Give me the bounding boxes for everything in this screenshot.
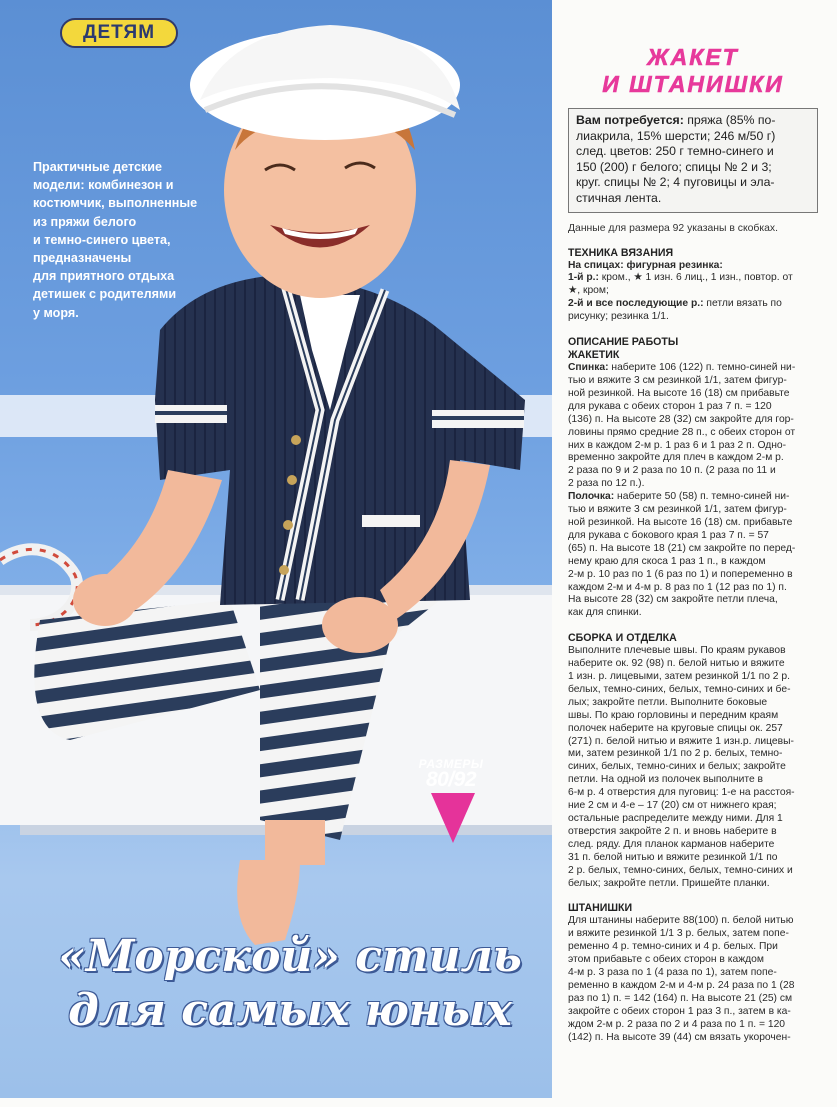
pants-line: ременно 4 р. темно-синих и 4 р. белых. При	[568, 941, 778, 953]
pants-line: закройте с обеих сторон 1 раз 3 п., затем в ка-	[568, 1005, 791, 1017]
technique-line	[568, 272, 818, 285]
size-note: Данные для размера 92 указаны в скобках.	[568, 222, 778, 234]
work-line: для рукава с бокового края 1 раз 7 п. = 57	[568, 529, 769, 541]
assembly-line: полочек наберите на круговые спицы ок. 257	[568, 722, 783, 734]
assembly-line: лых; закройте петли. Выполните боковые	[568, 696, 768, 708]
intro-line: из пряжи белого	[33, 214, 137, 229]
assembly-line: ние 2 см и 4-е – 17 (20) см от нижнего края;	[568, 800, 777, 812]
intro-line: детишек с родителями	[33, 287, 177, 302]
materials-text: пряжа (85% по-	[683, 113, 776, 127]
work-line: На высоте 28 (32) см закройте петли плеча,	[568, 594, 778, 606]
row2-text: петли вязать по	[703, 298, 782, 310]
technique-sub-label: На спицах: фигурная резинка:	[568, 259, 723, 271]
assembly-line: (271) п. белой нитью и вяжите 1 изн.р. лицевы-	[568, 735, 794, 747]
assembly-line: швы. По краю горловины и передним краям	[568, 709, 779, 721]
work-line: 2 раза по 9 и 2 раза по 10 п. (2 раза по 11 и	[568, 465, 776, 477]
assembly-line: белых; закройте петли. Пришейте планки.	[568, 877, 770, 889]
materials-line: круг. спицы № 2; 4 пуговицы и эла-	[576, 175, 775, 190]
work-text	[568, 362, 818, 620]
work-line: для рукава с обеих сторон 1 раз 7 п. = 120	[568, 400, 772, 412]
intro-line: костюмчик, выполненные	[33, 196, 198, 211]
assembly-line: ми, затем резинкой 1/1 по 2 р. белых, темно-	[568, 748, 783, 760]
intro-text	[33, 158, 233, 322]
technique-heading: ТЕХНИКА ВЯЗАНИЯ	[568, 246, 674, 259]
sizes-marker	[406, 757, 494, 843]
intro-line: и темно-синего цвета,	[33, 232, 171, 247]
assembly-text	[568, 645, 818, 890]
pink-triangle-icon	[431, 793, 475, 843]
pants-text	[568, 915, 818, 1044]
title-line-1: ЖАКЕТ	[647, 44, 739, 70]
pants-line: ременно в каждом 2-м и 4-м р. 24 раза по 1 (28	[568, 979, 795, 991]
pants-line: этом прибавьте с обеих сторон в каждом	[568, 954, 764, 966]
materials-line	[576, 113, 811, 129]
pants-line: (142) п. На высоте 39 (44) см вязать укорочен-	[568, 1031, 791, 1043]
headline-line-1: «Морской» стиль	[58, 931, 522, 982]
work-line: ной резинкой. На высоте 16 (18) см. прибавьте	[568, 516, 793, 528]
assembly-line: отверстия закройте 2 п. и вновь наберите в	[568, 825, 777, 837]
assembly-line: белых, темно-синих, белых, темно-синих и бе-	[568, 683, 791, 695]
headline	[40, 930, 540, 1038]
work-subheading: ЖАКЕТИК	[568, 349, 620, 362]
assembly-heading: СБОРКА И ОТДЕЛКА	[568, 632, 677, 645]
back-text: наберите 106 (122) п. темно-синей ни-	[608, 362, 796, 374]
work-line	[568, 491, 818, 504]
pants-heading: ШТАНИШКИ	[568, 902, 633, 915]
intro-line: Практичные детские	[33, 160, 163, 174]
technique-sub	[568, 260, 818, 273]
pattern-title	[568, 44, 818, 98]
materials-box	[568, 108, 818, 213]
work-line: тью и вяжите 3 см резинкой 1/1, затем фигур-	[568, 504, 787, 516]
work-line: временно закройте для плеч в каждом 2-м р.	[568, 452, 784, 464]
front-text: наберите 50 (58) п. темно-синей ни-	[614, 491, 790, 503]
intro-line: предназначены	[33, 251, 132, 266]
pants-line: Для штанины наберите 88(100) п. белой нитью	[568, 915, 794, 927]
work-line: нему краю для скоса 1 раз 1 п., в каждом	[568, 555, 766, 567]
intro-line: у моря.	[33, 305, 79, 320]
assembly-line: 1 изн. р. лицевыми, затем резинкой 1/1 по 2 р.	[568, 671, 790, 683]
assembly-line: 31 п. белой нитью и вяжите резинкой 1/1 по	[568, 851, 778, 863]
work-line: них в каждом 2-м р. 1 раз 6 и 1 раз 2 п. Одно-	[568, 439, 787, 451]
technique-text	[568, 260, 818, 325]
assembly-line: Выполните плечевые швы. По краям рукавов	[568, 645, 786, 657]
pants-line: раз по 1) п. = 142 (164) п. На высоте 21 (25) см	[568, 992, 793, 1004]
technique-line	[568, 298, 818, 311]
sizes-value: 80/92	[425, 768, 477, 791]
materials-lead: Вам потребуется:	[576, 113, 684, 127]
work-line: (65) п. На высоте 18 (21) см закройте по перед-	[568, 542, 796, 554]
row1-text: кром., ★ 1 изн. 6 лиц., 1 изн., повтор. от	[598, 272, 793, 284]
row1-lead: 1-й р.:	[568, 272, 599, 284]
technique-line: рисунку; резинка 1/1.	[568, 311, 669, 323]
intro-line: модели: комбинезон и	[33, 178, 174, 193]
assembly-line: наберите ок. 92 (98) п. белой нитью и вяжите	[568, 658, 785, 670]
work-line: 2 раза по 12 п.).	[568, 478, 645, 490]
front-lead: Полочка:	[568, 491, 615, 503]
work-heading	[568, 336, 818, 362]
title-line-2: И ШТАНИШКИ	[602, 71, 784, 97]
pants-line: ждом 2-м р. 2 раза по 2 и 4 раза по 1 п. = 120	[568, 1018, 786, 1030]
work-line: тью и вяжите 3 см резинкой 1/1, затем фигур-	[568, 375, 787, 386]
assembly-line: след. ряду. Для планок карманов наберите	[568, 838, 775, 850]
section-badge: ДЕТЯМ	[60, 18, 178, 48]
back-lead: Спинка:	[568, 362, 609, 374]
assembly-line: синих, белых, темно-синих и белых; закройте	[568, 761, 786, 773]
assembly-line: петли. На одной из полочек выполните в	[568, 774, 764, 786]
work-line: каждом 2-м и 4-м р. 8 раз по 1 (12 раз по 1) п.	[568, 581, 787, 593]
work-line: как для спинки.	[568, 607, 642, 619]
work-line: 2-м р. 10 раз по 1 (6 раз по 1) и попеременно в	[568, 568, 793, 580]
work-line	[568, 362, 818, 375]
materials-line: след. цветов: 250 г темно-синего и	[576, 144, 774, 159]
pants-line: и вяжите резинкой 1/1 3 р. белых, затем попе-	[568, 928, 789, 940]
intro-line: для приятного отдыха	[33, 269, 175, 284]
pants-line: 4-м р. 3 раза по 1 (4 раза по 1), затем попе-	[568, 967, 777, 979]
pattern-column	[568, 44, 818, 1045]
assembly-line: остальные распределите между ними. Для 1	[568, 813, 783, 824]
technique-line: ★, кром;	[568, 285, 609, 297]
row2-lead: 2-й и все последующие р.:	[568, 298, 704, 310]
work-line: ловины прямо средние 28 п., с обеих сторон от	[568, 426, 796, 438]
sizes-label: РАЗМЕРЫ	[418, 757, 484, 771]
assembly-line: 2 р. белых, темно-синих, белых, темно-синих и	[568, 864, 793, 876]
materials-line: стичная лента.	[576, 190, 662, 205]
work-line: ной резинкой. На высоте 16 (18) см прибавьте	[568, 387, 790, 399]
materials-line: 150 (200) г белого; спицы № 2 и 3;	[576, 159, 772, 174]
headline-line-2: для самых юных	[68, 985, 512, 1036]
work-line: (136) п. На высоте 28 (32) см закройте для гор-	[568, 413, 794, 425]
work-heading-label: ОПИСАНИЕ РАБОТЫ	[568, 336, 679, 349]
materials-line: лиакрила, 15% шерсти; 246 м/50 г)	[576, 128, 776, 143]
assembly-line: 6-м р. 4 отверстия для пуговиц: 1-е на расстоя-	[568, 787, 795, 799]
